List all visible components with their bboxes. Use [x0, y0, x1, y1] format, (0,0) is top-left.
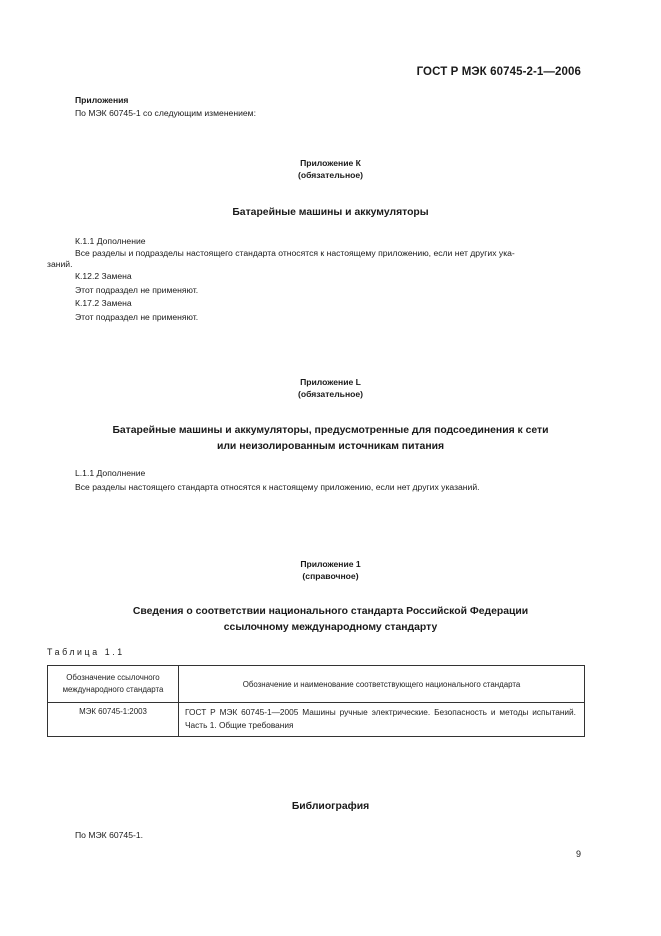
table-header-national-standard: Обозначение и наименование соответствующего национального стандарта — [179, 666, 585, 703]
clause-k-12-2: К.12.2 Замена — [75, 271, 132, 281]
table-row — [48, 703, 585, 737]
annexes-intro-text: По МЭК 60745-1 со следующим изменением: — [75, 108, 256, 118]
clause-k-17-2-text: Этот подраздел не применяют. — [75, 312, 199, 322]
annexes-heading: Приложения — [75, 95, 129, 105]
table-header-row — [48, 666, 585, 703]
annex-l-label: Приложение L — [300, 377, 361, 387]
annex-1-label: Приложение 1 — [300, 559, 361, 569]
clause-k-12-2-text: Этот подраздел не применяют. — [75, 285, 199, 295]
table-caption: Таблица 1.1 — [47, 647, 125, 657]
annex-k-title: Батарейные машины и аккумуляторы — [232, 207, 429, 218]
annex-1-title-line1: Сведения о соответствии национального стандарта Российской Федерации — [132, 606, 529, 617]
clause-l-1-1-text: Все разделы настоящего стандарта относятся к настоящему приложению, если нет других указаний. — [75, 482, 480, 492]
annex-1-title-line2: ссылочному международному стандарту — [223, 622, 438, 633]
clause-k-17-2: К.17.2 Замена — [75, 298, 132, 308]
annex-k-status: (обязательное) — [297, 170, 364, 180]
bibliography-text: По МЭК 60745-1. — [75, 830, 143, 840]
annex-1-status: (справочное) — [302, 571, 359, 581]
annex-l-title-line2: или неизолированным источникам питания — [216, 441, 445, 452]
document-id: ГОСТ Р МЭК 60745-2-1—2006 — [416, 66, 581, 78]
bibliography-title: Библиография — [291, 801, 370, 812]
clause-l-1-1: L.1.1 Дополнение — [75, 468, 146, 478]
annex-l-status: (обязательное) — [297, 389, 364, 399]
table-header-reference-line1: Обозначение ссылочного — [66, 673, 160, 682]
table-header-reference-standard — [48, 666, 179, 703]
table-cell-national: ГОСТ Р МЭК 60745-1—2005 Машины ручные электрические. Безопасность и методы испытаний. Часть 1. Общие требования — [179, 703, 585, 737]
annex-l-title-line1: Батарейные машины и аккумуляторы, предусмотренные для подсоединения к сети — [112, 425, 549, 436]
annex-k-label: Приложение К — [300, 158, 361, 168]
clause-k-1-1: К.1.1 Дополнение — [75, 236, 146, 246]
clause-k-1-1-text: Все разделы и подразделы настоящего стандарта относятся к настоящему приложению, если нет других ука- — [75, 248, 515, 258]
page-number: 9 — [576, 849, 582, 859]
clause-k-1-1-text-cont: заний. — [47, 259, 73, 269]
table-header-reference-line2: международного стандарта — [62, 685, 164, 694]
table-cell-reference: МЭК 60745-1:2003 — [48, 703, 179, 737]
correspondence-table — [47, 665, 585, 737]
